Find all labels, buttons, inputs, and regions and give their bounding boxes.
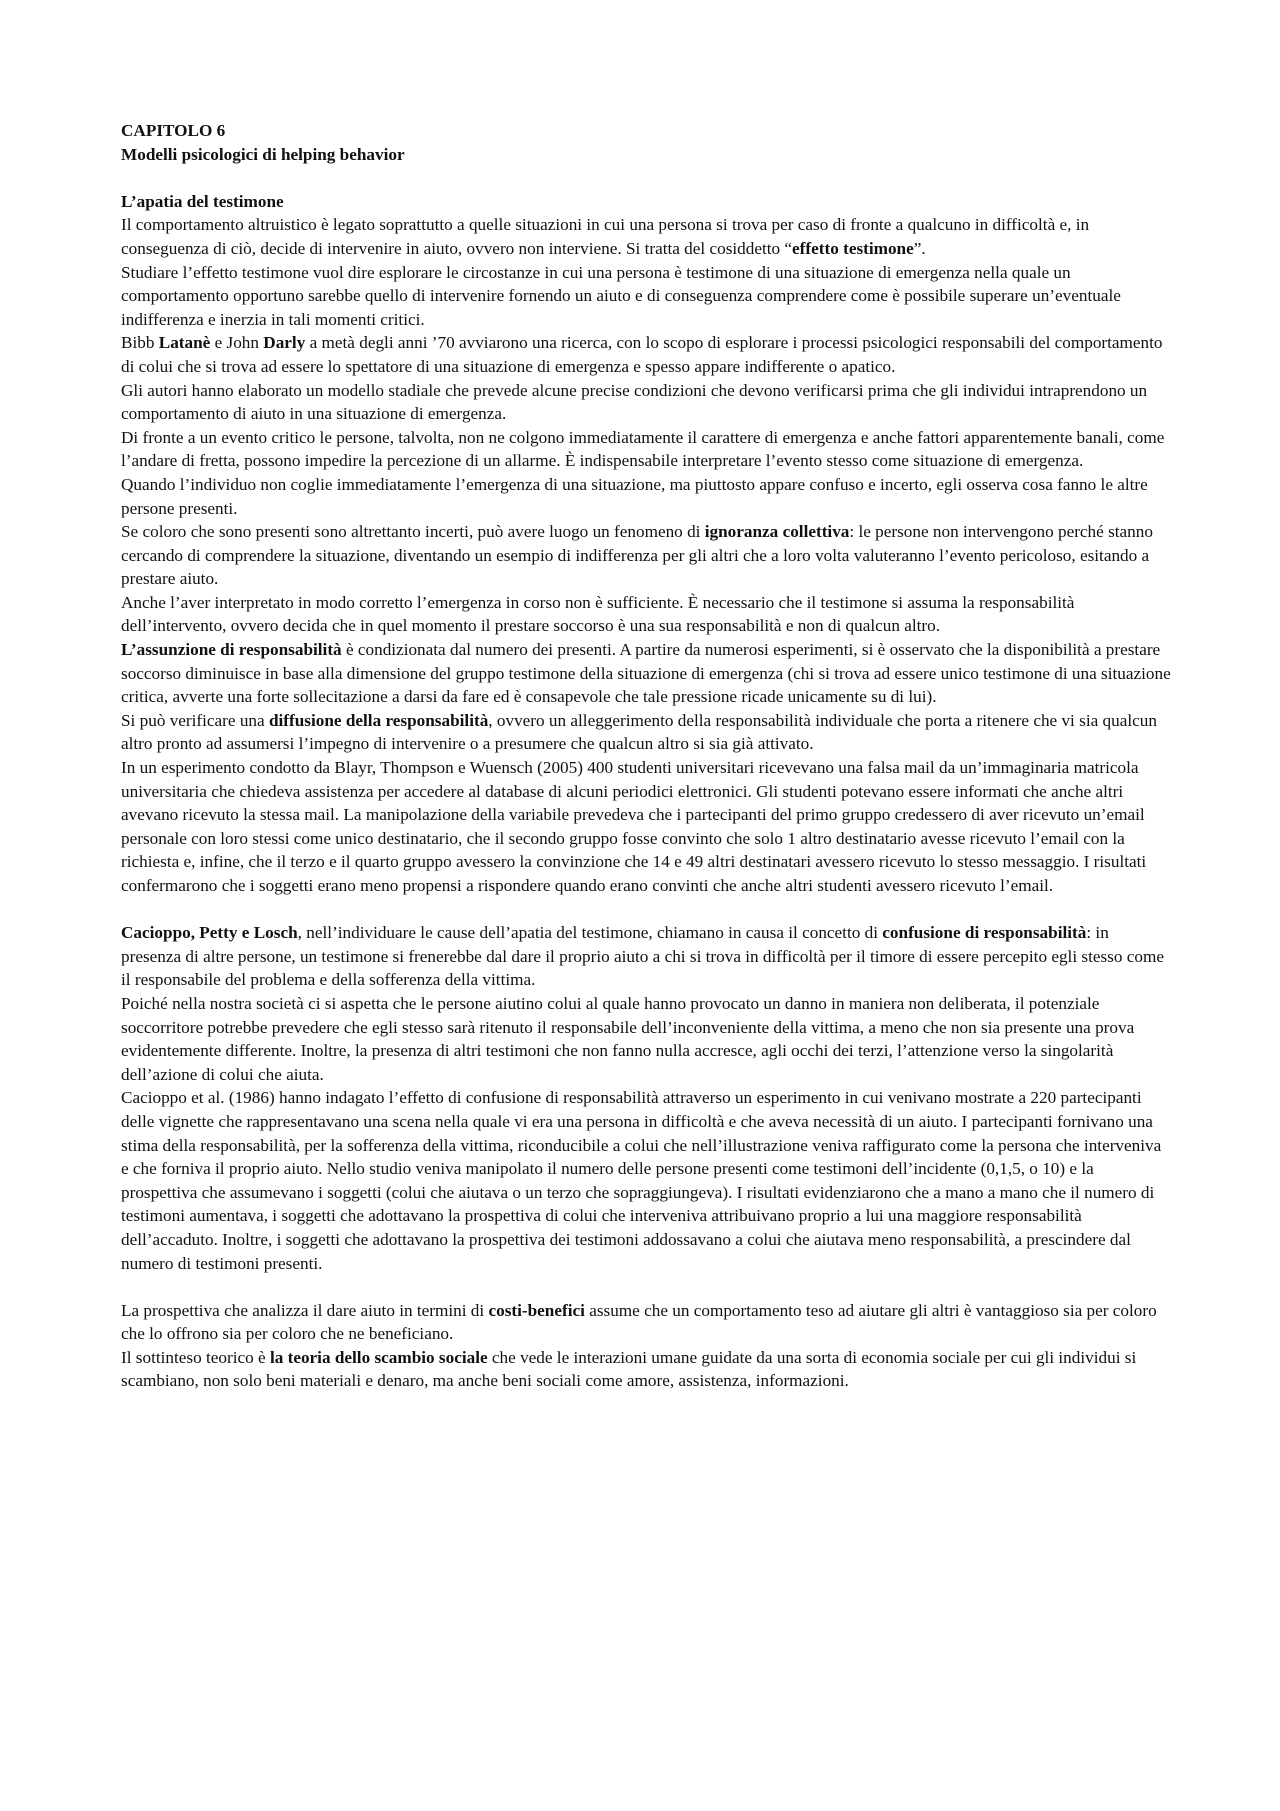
chapter-title: Modelli psicologici di helping behavior xyxy=(121,144,405,164)
paragraph-6: Quando l’individuo non coglie immediatamente l’emergenza di una situazione, ma piuttosto appare confuso e incerto, egli osserva cosa fanno le altre persone presenti. xyxy=(121,474,1148,518)
spacer xyxy=(121,898,1171,922)
paragraph-7: Se coloro che sono presenti sono altrettanto incerti, può avere luogo un fenomeno di ignoranza collettiva: le persone non intervengono perché stanno cercando di comprendere la situazione, diventando un esempio di indifferenza per gli altri che a loro volta valuteranno l’evento pericoloso, esitando a prestare aiuto. xyxy=(121,522,1153,589)
document-page xyxy=(121,119,1171,1393)
term-diffusione-responsabilita: diffusione della responsabilità xyxy=(268,710,489,730)
term-assunzione-responsabilita: L’assunzione di responsabilità xyxy=(121,640,342,660)
spacer xyxy=(121,166,1171,190)
paragraph-14: Cacioppo et al. (1986) hanno indagato l’effetto di confusione di responsabilità attraverso un esperimento in cui venivano mostrate a 220 partecipanti delle vignette che rappresentavano una scena nella quale vi era una persona in difficoltà e che aveva necessità di un aiuto. I partecipanti fornivano una stima della responsabilità, per la sofferenza della vittima, riconducibile a colui che nell’illustrazione veniva raffigurato come la persona che interveniva e che forniva il proprio aiuto. Nello studio veniva manipolato il numero delle persone presenti come testimoni dell’incidente (0,1,5, o 10) e la prospettiva che assumevano i soggetti (colui che aiutava o un terzo che sopraggiungeva). I risultati evidenziarono che a mano a mano che il numero di testimoni aumentava, i soggetti che adottavano la prospettiva di colui che interveniva attribuivano proprio a lui una maggiore responsabilità dell’accaduto. Inoltre, i soggetti che adottavano la prospettiva dei testimoni addossavano a colui che aiutava meno responsabilità, a prescindere dal numero di testimoni presenti. xyxy=(121,1088,1162,1273)
paragraph-3: Bibb Latanè e John Darly a metà degli anni ’70 avviarono una ricerca, con lo scopo di esplorare i processi psicologici responsabili del comportamento di colui che si trova ad essere lo spettatore di una situazione di emergenza e spesso appare indifferente o apatico. xyxy=(121,333,1163,376)
term-confusione-responsabilita: confusione di responsabilità xyxy=(882,923,1087,943)
paragraph-8: Anche l’aver interpretato in modo corretto l’emergenza in corso non è sufficiente. È necessario che il testimone si assuma la responsabilità dell’intervento, ovvero decida che in quel momento il prestare soccorso è una sua responsabilità e non di qualcun altro. xyxy=(121,592,1075,636)
author-darly: Darly xyxy=(263,333,306,353)
paragraph-16: Il sottinteso teorico è la teoria dello scambio sociale che vede le interazioni umane guidate da una sorta di economia sociale per cui gli individui si scambiano, non solo beni materiali e denaro, ma anche beni sociali come amore, assistenza, informazioni. xyxy=(121,1347,1137,1391)
authors-cacioppo-petty-losch: Cacioppo, Petty e Losch xyxy=(121,923,298,943)
paragraph-10: Si può verificare una diffusione della responsabilità, ovvero un alleggerimento della responsabilità individuale che porta a ritenere che vi sia qualcun altro pronto ad assumersi l’impegno di intervenire o a presumere che qualcun altro si sia già attivato. xyxy=(121,710,1157,754)
paragraph-4: Gli autori hanno elaborato un modello stadiale che prevede alcune precise condizioni che devono verificarsi prima che gli individui intraprendono un comportamento di aiuto in una situazione di emergenza. xyxy=(121,380,1148,424)
term-ignoranza-collettiva: ignoranza collettiva xyxy=(704,522,850,542)
term-effetto-testimone: effetto testimone xyxy=(792,238,914,258)
paragraph-12: Cacioppo, Petty e Losch, nell’individuare le cause dell’apatia del testimone, chiamano in causa il concetto di confusione di responsabilità: in presenza di altre persone, un testimone si frenerebbe dal dare il proprio aiuto a chi si trova in difficoltà per il timore di essere percepito egli stesso come il responsabile del problema e della sofferenza della vittima. xyxy=(121,923,1164,990)
paragraph-9: L’assunzione di responsabilità è condizionata dal numero dei presenti. A partire da numerosi esperimenti, si è osservato che la disponibilità a prestare soccorso diminuisce in base alla dimensione del gruppo testimone della situazione di emergenza (chi si trova ad essere unico testimone di una situazione critica, avverte una forte sollecitazione a darsi da fare ed è consapevole che tale pressione ricade unicamente su di lui). xyxy=(121,640,1171,707)
paragraph-13: Poiché nella nostra società ci si aspetta che le persone aiutino colui al quale hanno provocato un danno in maniera non deliberata, il potenziale soccorritore potrebbe prevedere che egli stesso sarà ritenuto il responsabile dell’inconveniente della vittima, a meno che non sia presente una prova evidentemente differente. Inoltre, la presenza di altri testimoni che non fanno nulla accresce, agli occhi dei terzi, l’attenzione verso la singolarità dell’azione di colui che aiuta. xyxy=(121,993,1135,1084)
section-heading: L’apatia del testimone xyxy=(121,191,284,211)
paragraph-2: Studiare l’effetto testimone vuol dire esplorare le circostanze in cui una persona è testimone di una situazione di emergenza nella quale un comportamento opportuno sarebbe quello di intervenire fornendo un aiuto e di conseguenza comprendere come è possibile superare un’eventuale indifferenza e inerzia in tali momenti critici. xyxy=(121,262,1121,329)
paragraph-11: In un esperimento condotto da Blayr, Thompson e Wuensch (2005) 400 studenti universitari ricevevano una falsa mail da un’immaginaria matricola universitaria che chiedeva assistenza per accedere al database di alcuni periodici elettronici. Gli studenti potevano essere informati che anche altri avevano ricevuto la stessa mail. La manipolazione della variabile prevedeva che i partecipanti del primo gruppo credessero di aver ricevuto un’email personale con loro stessi come unico destinatario, che il secondo gruppo fosse convinto che solo 1 altro destinatario avesse ricevuto l’email con la richiesta e, infine, che il terzo e il quarto gruppo avessero la convinzione che 14 e 49 altri destinatari avessero ricevuto lo stesso messaggio. I risultati confermarono che i soggetti erano meno propensi a rispondere quando erano convinti che anche altri studenti avessero ricevuto l’email. xyxy=(121,758,1147,895)
paragraph-15: La prospettiva che analizza il dare aiuto in termini di costi-benefici assume che un comportamento teso ad aiutare gli altri è vantaggioso sia per coloro che lo offrono sia per coloro che ne beneficiano. xyxy=(121,1300,1157,1344)
chapter-label: CAPITOLO 6 xyxy=(121,121,226,140)
spacer xyxy=(121,1275,1171,1299)
term-costi-benefici: costi-benefici xyxy=(488,1300,585,1320)
author-latane: Latanè xyxy=(158,333,211,353)
term-teoria-scambio-sociale: la teoria dello scambio sociale xyxy=(269,1347,488,1367)
paragraph-5: Di fronte a un evento critico le persone, talvolta, non ne colgono immediatamente il carattere di emergenza e anche fattori apparentemente banali, come l’andare di fretta, possono impedire la percezione di un allarme. È indispensabile interpretare l’evento stesso come situazione di emergenza. xyxy=(121,427,1165,471)
paragraph-1: Il comportamento altruistico è legato soprattutto a quelle situazioni in cui una persona si trova per caso di fronte a qualcuno in difficoltà e, in conseguenza di ciò, decide di intervenire in aiuto, ovvero non interviene. Si tratta del cosiddetto “effetto testimone”. xyxy=(121,215,1090,258)
